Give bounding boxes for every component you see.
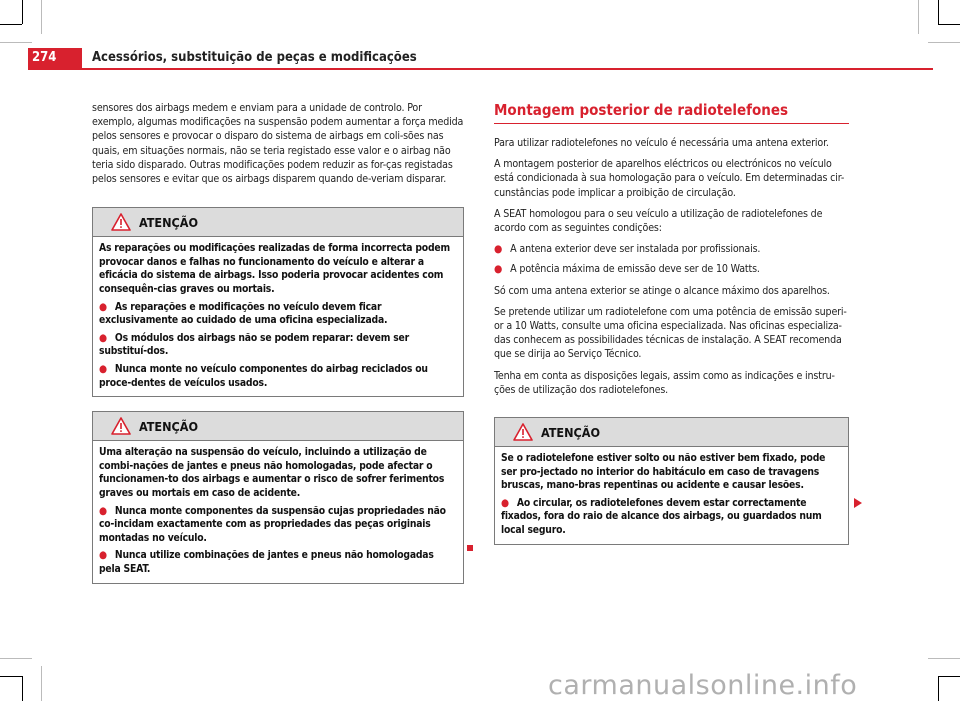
crop-mark (0, 42, 32, 43)
paragraph: A SEAT homologou para o seu veículo a utilização de radiotelefones de acordo com as seguintes condições: (494, 207, 823, 235)
warning-title: ATENÇÃO (541, 424, 601, 440)
warning-title: ATENÇÃO (139, 418, 199, 434)
warning-header (93, 208, 463, 237)
left-column (92, 101, 464, 584)
bullet-icon: ● (501, 496, 509, 509)
warning-triangle-icon (111, 213, 131, 231)
warning-body (93, 237, 463, 396)
warning-bullet: ● Os módulos dos airbags não se podem reparar: devem ser substituí-dos. (99, 331, 409, 358)
warning-triangle-icon (513, 423, 533, 441)
bullet-icon: ● (99, 504, 107, 517)
crop-mark (0, 24, 22, 25)
crop-mark (41, 0, 42, 34)
crop-mark (22, 0, 23, 24)
paragraph: Só com uma antena exterior se atinge o alcance máximo dos aparelhos. (494, 284, 830, 297)
crop-mark (0, 658, 32, 659)
intro-paragraph: sensores dos airbags medem e enviam para a unidade de controlo. Por exemplo, algumas modificações na suspensão podem aumentar a força medida pelos sensores e provocar o disparo do sistema de airbags em coli-sões nas quais, em situações normais, não se teria registado esse valor e o airbag não teria sido disparado. Outras modificações podem reduzir as for-ças registadas pelos sensores e evitar que os airbags disparem quando de-veriam disparar. (92, 102, 464, 186)
crop-mark (41, 666, 42, 701)
bullet-icon: ● (99, 549, 107, 562)
warning-bullet: ● Ao circular, os radiotelefones devem estar correctamente fixados, fora do raio de alcance dos airbags, ou guardados num local seguro. (501, 496, 822, 537)
warning-bullet: ● Nunca monte no veículo componentes do airbag reciclados ou proce-dentes de veículos usados. (99, 362, 428, 389)
watermark: carmanualsonline.info (548, 670, 858, 701)
right-column (494, 101, 849, 545)
bullet-icon: ● (99, 331, 107, 344)
warning-box (494, 417, 849, 545)
warning-header (93, 412, 463, 441)
paragraph: Tenha em conta as disposições legais, assim como as indicações e instru-ções de utilização dos radiotelefones. (494, 369, 835, 396)
page-number: 274 (28, 48, 82, 68)
crop-mark (22, 676, 23, 701)
crop-mark (918, 0, 919, 34)
chapter-title: Acessórios, substituição de peças e modificações (92, 50, 417, 65)
warning-paragraph: Se o radiotelefone estiver solto ou não estiver bem fixado, pode ser pro-jectado no interior do habitáculo em caso de travagens bruscas, mano-bras repentinas ou acidente e causar lesões. (501, 452, 826, 492)
section-heading: Montagem posterior de radiotelefones (494, 101, 849, 124)
crop-mark (928, 42, 960, 43)
warning-body (495, 447, 848, 544)
crop-mark (938, 676, 960, 677)
crop-mark (938, 676, 939, 701)
warning-bullet: ● As reparações e modificações no veículo devem ficar exclusivamente ao cuidado de uma oficina especializada. (99, 300, 388, 327)
bullet-icon: ● (99, 362, 107, 375)
header-rule (28, 68, 933, 70)
warning-box (92, 207, 464, 397)
warning-bullet: ● Nunca monte componentes da suspensão cujas propriedades não co-incidam exactamente com as propriedades das peças originais montadas no veículo. (99, 504, 446, 544)
warning-paragraph: Uma alteração na suspensão do veículo, incluindo a utilização de combi-nações de jantes e pneus não homologadas, pode afectar o funcionamen-to dos airbags e aumentar o risco de sofrer ferimentos graves ou mortais em caso de acidente. (99, 446, 445, 499)
bullet-icon: ● (494, 263, 503, 276)
warning-body (93, 441, 463, 582)
warning-triangle-icon (111, 417, 131, 435)
continued-arrow-icon (854, 498, 862, 508)
warning-header (495, 418, 848, 447)
warning-bullet: ● Nunca utilize combinações de jantes e pneus não homologadas pela SEAT. (99, 549, 434, 575)
list-item: ● A potência máxima de emissão deve ser de 10 Watts. (494, 263, 760, 276)
crop-mark (938, 24, 960, 25)
bullet-icon: ● (494, 243, 503, 256)
crop-mark (0, 676, 22, 677)
crop-mark (928, 658, 960, 659)
paragraph: A montagem posterior de aparelhos eléctricos ou electrónicos no veículo está condicionada à sua homologação para o veículo. Em determinadas cir-cunstâncias pode implicar a proibição de circulação. (494, 158, 845, 199)
paragraph: Para utilizar radiotelefones no veículo é necessária uma antena exterior. (494, 137, 829, 149)
crop-mark (938, 0, 939, 24)
warning-box (92, 411, 464, 583)
end-of-section-square-icon (467, 545, 473, 551)
list-item: ● A antena exterior deve ser instalada por profissionais. (494, 243, 761, 256)
warning-title: ATENÇÃO (139, 214, 199, 230)
paragraph: Se pretende utilizar um radiotelefone com uma potência de emissão superi-or a 10 Watts, consulte uma oficina especializada. Nas oficinas especializa-das conhecem as possibilidades técnicas de instalação. A SEAT recomenda que se dirija ao Serviço Técnico. (494, 305, 847, 361)
warning-paragraph: As reparações ou modificações realizadas de forma incorrecta podem provocar danos e falhas no funcionamento do veículo e alterar a eficácia do sistema de airbags. Isso poderia provocar acidentes com consequên-cias graves ou mortais. (99, 242, 450, 295)
bullet-icon: ● (99, 300, 107, 313)
